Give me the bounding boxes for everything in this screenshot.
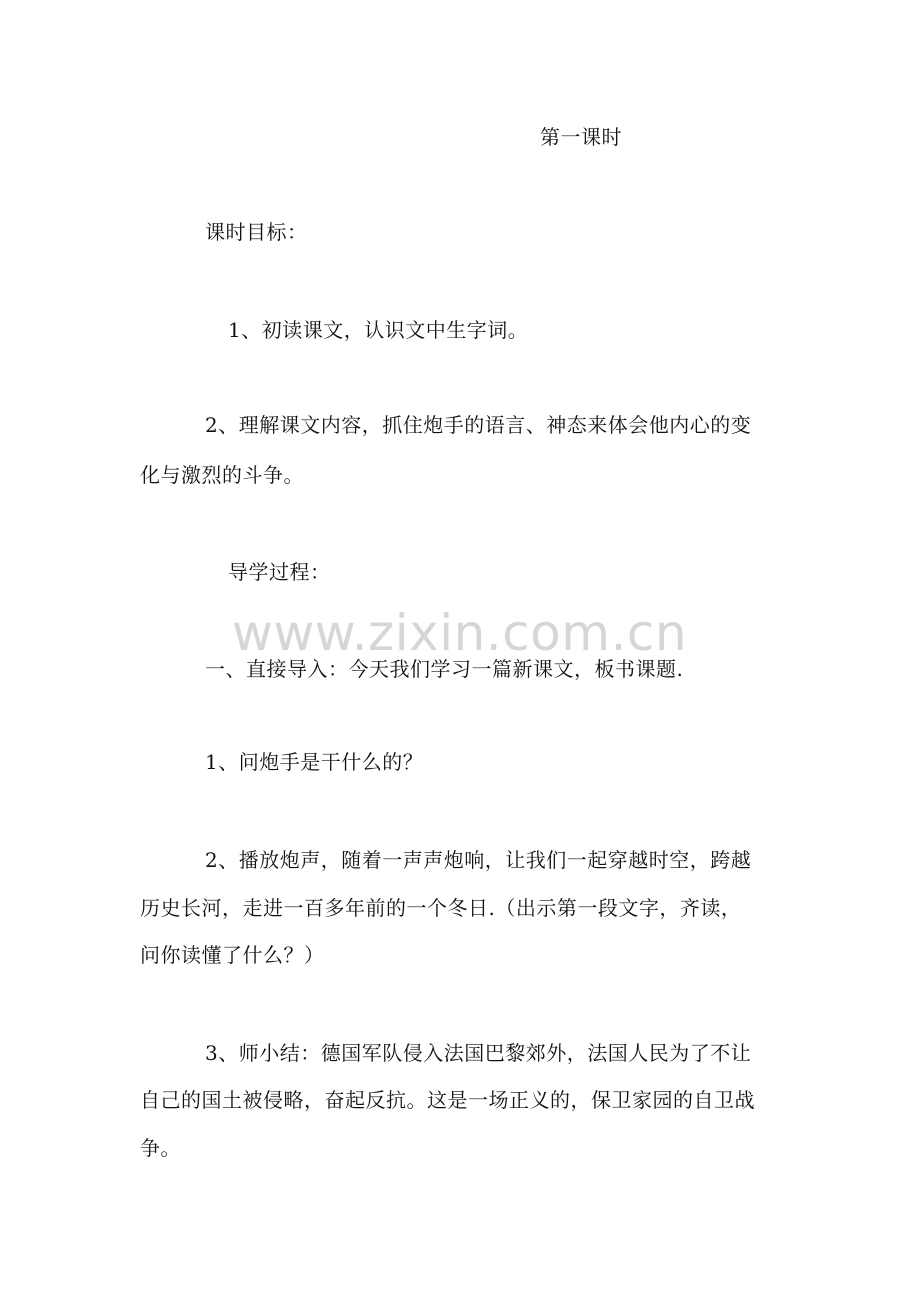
- step-3-line-3: 争。: [140, 1136, 181, 1160]
- lesson-heading: 第一课时: [540, 125, 622, 149]
- step-1: 1、问炮手是干什么的？: [205, 750, 424, 774]
- step-3-line-2: 自己的国土被侵略，奋起反抗。这是一场正义的，保卫家园的自卫战: [140, 1088, 755, 1112]
- objective-2-line-2: 化与激烈的斗争。: [140, 463, 304, 487]
- objective-1: 1、初读课文，认识文中生字词。: [228, 318, 529, 342]
- section-1-intro: 一、直接导入：今天我们学习一篇新课文，板书课题.: [205, 657, 684, 681]
- process-label: 导学过程：: [228, 560, 331, 584]
- step-3-line-1: 3、师小结：德国军队侵入法国巴黎郊外，法国人民为了不让: [205, 1041, 752, 1065]
- step-2-line-3: 问你读懂了什么？）: [140, 943, 325, 967]
- watermark-text: www.zixin.com.cn: [232, 604, 688, 662]
- step-2-line-1: 2、播放炮声，随着一声声炮响，让我们一起穿越时空，跨越: [205, 848, 752, 872]
- step-2-line-2: 历史长河，走进一百多年前的一个冬日.（出示第一段文字，齐读，: [140, 896, 742, 920]
- objectives-label: 课时目标：: [205, 220, 308, 244]
- objective-2-line-1: 2、理解课文内容，抓住炮手的语言、神态来体会他内心的变: [205, 413, 752, 437]
